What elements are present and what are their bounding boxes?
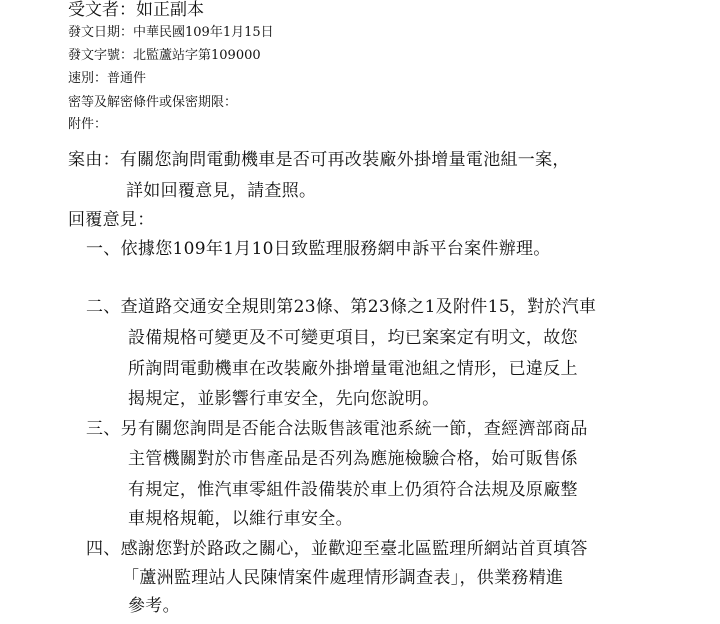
subject-line-1: 案由：有關您詢問電動機車是否可再改裝廠外掛增量電池組一案， [68,150,570,170]
reply-item-4-line-1: 四、感謝您對於路政之關心，並歡迎至臺北區監理所網站首頁填答 [86,539,588,559]
reply-item-2-line-2: 設備規格可變更及不可變更項目，均已案案定有明文，故您 [128,328,578,348]
reply-item-2-line-3: 所詢問電動機車在改裝廠外掛增量電池組之情形，已違反上 [128,359,578,379]
reply-item-3-line-1: 三、另有關您詢問是否能合法販售該電池系統一節，查經濟部商品 [86,419,588,439]
issue-number: 發文字號：北監蘆站字第109000 [68,48,261,63]
attachments: 附件： [68,117,108,132]
reply-item-3-line-2: 主管機關對於市售產品是否列為應施檢驗合格，始可販售係 [128,449,578,469]
issue-date: 發文日期：中華民國109年1月15日 [68,25,274,40]
delivery-type: 速別：普通件 [68,71,147,86]
reply-item-3-line-4: 車規格規範，以維行車安全。 [128,509,353,529]
reply-item-2-line-4: 揭規定，並影響行車安全，先向您說明。 [128,389,440,409]
reply-item-4-line-2: 「蘆洲監理站人民陳情案件處理情形調查表」，供業務精進 [122,568,564,588]
reply-item-2-line-1: 二、查道路交通安全規則第23條、第23條之1及附件15，對於汽車 [86,297,597,317]
reply-item-4-line-3: 參考。 [128,596,180,616]
reply-item-3-line-3: 有規定，惟汽車零組件設備裝於車上仍須符合法規及原廠整 [128,480,578,500]
recipient-line: 受文者：如正副本 [68,0,204,20]
reply-heading: 回覆意見： [68,210,155,230]
reply-item-1-line-1: 一、依據您109年1月10日致監理服務網申訴平台案件辦理。 [86,239,551,259]
confidentiality: 密等及解密條件或保密期限： [68,95,238,110]
subject-line-2: 詳如回覆意見，請查照。 [126,181,317,201]
